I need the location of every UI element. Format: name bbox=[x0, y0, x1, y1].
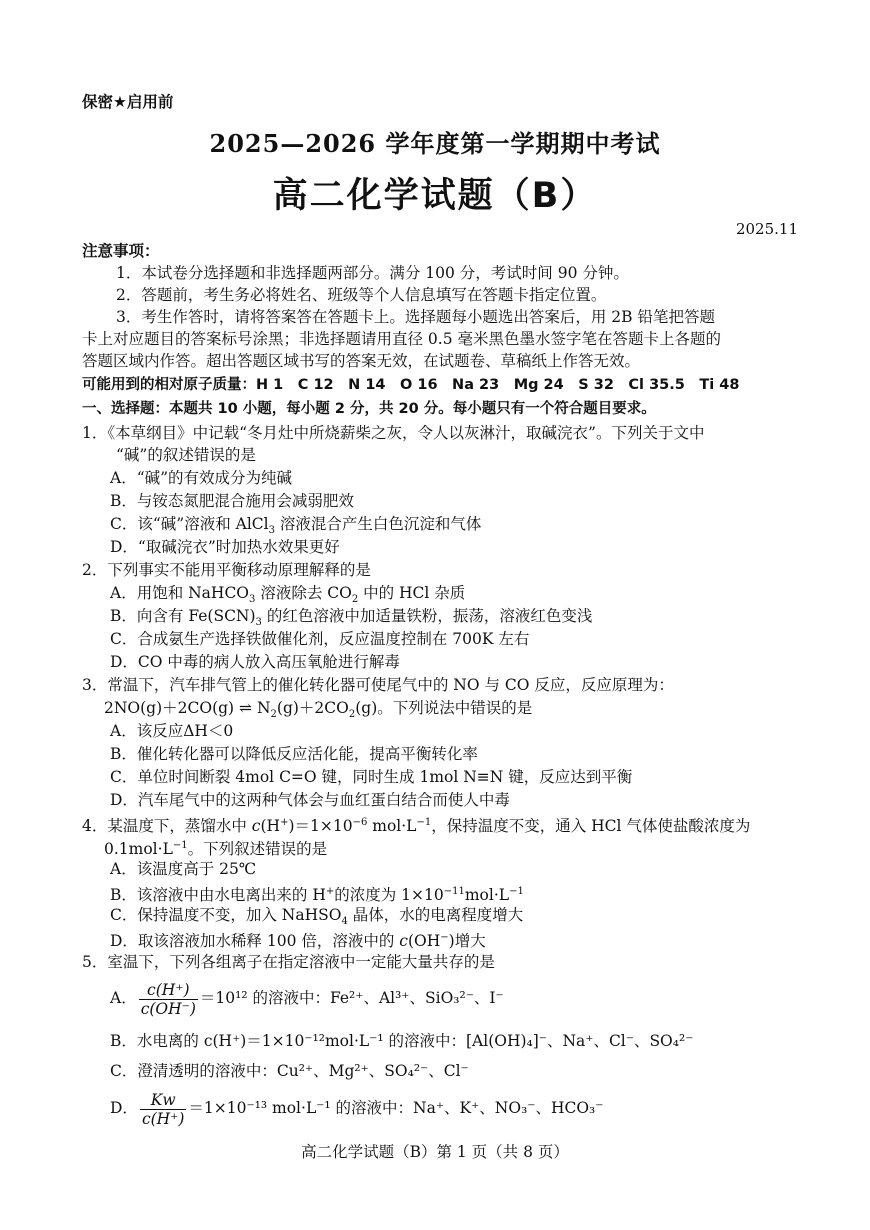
q1-stem-line1: 1．《本草纲目》中记载“冬月灶中所烧薪柴之灰，令人以灰淋汁，取碱浣衣”。下列关于文中 bbox=[82, 424, 705, 442]
q5-option-c: C．澄清透明的溶液中：Cu²⁺、Mg²⁺、SO₄²⁻、Cl⁻ bbox=[110, 1062, 469, 1080]
q4-stem-line2: $0.1mol\cdot L^{-1}$。下列叙述错误的是 bbox=[104, 840, 328, 859]
q5-option-d: D． $\frac{Kw}{c(H^+)}$ ＝1×10⁻¹³ mol·L⁻¹ 的溶液中：Na⁺、K⁺、NO₃⁻、HCO₃⁻ bbox=[110, 1090, 604, 1128]
equilibrium-arrow-icon: ⇌ bbox=[239, 699, 253, 717]
q1-option-c: C．该“碱”溶液和 AlCl$_3$ 溶液混合产生白色沉淀和气体 bbox=[110, 515, 482, 537]
q3-option-a: A．该反应ΔH＜0 bbox=[110, 722, 234, 740]
page-footer: 高二化学试题（B）第 1 页（共 8 页） bbox=[301, 1143, 569, 1161]
note-3-line3: 答题区域内作答。超出答题区域书写的答案无效，在试题卷、草稿纸上作答无效。 bbox=[82, 352, 641, 370]
q1-option-b: B．与铵态氮肥混合施用会减弱肥效 bbox=[110, 492, 354, 510]
q2-option-b: B．向含有 $Fe(SCN)_3$ 的红色溶液中加适量铁粉，振荡，溶液红色变浅 bbox=[110, 607, 593, 629]
q4-option-a: A．该温度高于 25℃ bbox=[110, 860, 257, 878]
q2-option-c: C．合成氨生产选择铁做催化剂，反应温度控制在 700K 左右 bbox=[110, 630, 530, 648]
paper-title: 高二化学试题（B） bbox=[272, 176, 598, 216]
atomic-masses: 可能用到的相对原子质量：H 1 C 12 N 14 O 16 Na 23 Mg 24 S 32 Cl 35.5 Ti 48 bbox=[82, 377, 740, 393]
exam-date: 2025.11 bbox=[735, 220, 798, 238]
q4-option-d: D．取该溶液加水稀释 100 倍，溶液中的 c(OH−)增大 bbox=[110, 932, 486, 951]
note-3-line2: 卡上对应题目的答案标号涂黑；非选择题请用直径 0.5 毫米黑色墨水签字笔在答题卡上各题的 bbox=[82, 330, 722, 348]
q5-stem: 5．室温下，下列各组离子在指定溶液中一定能大量共存的是 bbox=[82, 953, 495, 971]
section-1-heading: 一、选择题：本题共 10 小题，每小题 2 分，共 20 分。每小题只有一个符合题目要求。 bbox=[82, 401, 656, 417]
fraction-kw-over-h: $\frac{Kw}{c(H^+)}$ bbox=[141, 1090, 185, 1128]
q4-option-b: B．该溶液中由水电离出来的 H+的浓度为 $1\times 10^{-11}mol\cdot L^{-1}$ bbox=[110, 886, 524, 905]
note-3-line1: 3．考生作答时，请将答案答在答题卡上。选择题每小题选出答案后，用 2B 铅笔把答题 bbox=[116, 308, 715, 326]
q1-option-a: A．“碱”的有效成分为纯碱 bbox=[110, 469, 293, 487]
q5-option-a: A． $\frac{c(H^+)}{c(OH^-)}$ ＝10¹² 的溶液中：Fe²⁺、Al³⁺、SiO₃²⁻、I⁻ bbox=[110, 980, 504, 1018]
q3-equation: 2NO(g)＋2CO(g) ⇌ $N_2(g)+2CO_2(g)$。下列说法中错误的是 bbox=[104, 699, 533, 721]
exam-title: 2025—2026 学年度第一学期期中考试 bbox=[209, 129, 661, 158]
note-1: 1．本试卷分选择题和非选择题两部分。满分 100 分，考试时间 90 分钟。 bbox=[116, 264, 629, 282]
q4-option-c: C．保持温度不变，加入 NaHSO$_4$ 晶体，水的电离程度增大 bbox=[110, 906, 524, 928]
q4-stem-line1: 4．某温度下，蒸馏水中 $c(H^+)=1\times 10^{-6}$ $mol\cdot L^{-1}$，保持温度不变，通入 HCl 气体使盐酸浓度为 bbox=[82, 817, 751, 836]
q3-stem-line1: 3．常温下，汽车排气管上的催化转化器可使尾气中的 NO 与 CO 反应，反应原理为： bbox=[82, 676, 674, 694]
q2-option-a: A．用饱和 NaHCO$_3$ 溶液除去 $CO_2$ 中的 HCl 杂质 bbox=[110, 584, 466, 606]
fraction-h-over-oh: $\frac{c(H^+)}{c(OH^-)}$ bbox=[140, 980, 196, 1018]
q2-option-d: D．CO 中毒的病人放入高压氧舱进行解毒 bbox=[110, 653, 400, 671]
q1-stem-line2: “碱”的叙述错误的是 bbox=[116, 446, 256, 464]
q1-option-d: D．“取碱浣衣”时加热水效果更好 bbox=[110, 538, 340, 556]
q3-option-b: B．催化转化器可以降低反应活化能，提高平衡转化率 bbox=[110, 745, 478, 763]
q2-stem: 2．下列事实不能用平衡移动原理解释的是 bbox=[82, 561, 371, 579]
q3-option-c: C．单位时间断裂 4mol C=O 键，同时生成 1mol N≡N 键，反应达到平衡 bbox=[110, 768, 633, 786]
q3-option-d: D．汽车尾气中的这两种气体会与血红蛋白结合而使人中毒 bbox=[110, 791, 510, 809]
confidential-label: 保密★启用前 bbox=[82, 93, 174, 111]
q5-option-b: B．水电离的 c(H⁺)＝1×10⁻¹²mol·L⁻¹ 的溶液中：[Al(OH)₄]⁻、Na⁺、Cl⁻、SO₄²⁻ bbox=[110, 1032, 694, 1050]
note-2: 2．答题前，考生务必将姓名、班级等个人信息填写在答题卡指定位置。 bbox=[116, 286, 607, 304]
notes-heading: 注意事项： bbox=[82, 242, 160, 260]
